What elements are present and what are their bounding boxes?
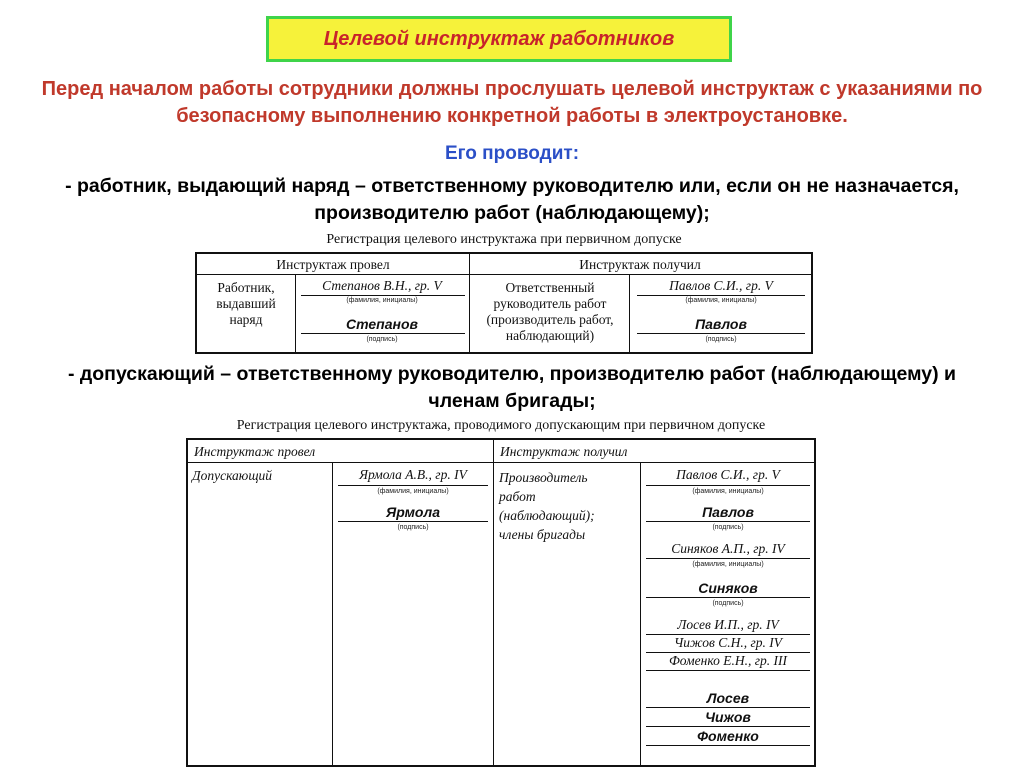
table2-left-name-label: (фамилия, инициалы) <box>377 488 449 495</box>
table2-member-1: Лосев И.П., гр. IV <box>677 617 779 632</box>
table2-left-name: Ярмола А.В., гр. IV <box>359 467 467 482</box>
table1-right-signature: Павлов <box>695 316 747 332</box>
table2-left-sig-label: (подпись) <box>397 524 429 531</box>
intro-text: Перед началом работы сотрудники должны прослушать целевой инструктаж с указаниями по безопасному выполнению конкретной работы в электроустановке. <box>41 78 983 127</box>
conducts-heading: Его проводит: <box>444 143 580 164</box>
table1-header-left: Инструктаж провел <box>276 257 390 272</box>
table1-left-name: Степанов В.Н., гр. V <box>322 278 442 293</box>
table2-right-signature-2: Синяков <box>698 580 758 596</box>
table2-right-signature-1: Павлов <box>702 504 754 520</box>
table1-left-name-label: (фамилия, инициалы) <box>346 297 418 304</box>
table1-header-right: Инструктаж получил <box>579 257 701 272</box>
slide-title: Целевой инструктаж работников <box>323 27 675 50</box>
table1 <box>195 252 813 354</box>
table2-right-name-2-label: (фамилия, инициалы) <box>692 561 764 568</box>
table2 <box>186 438 816 767</box>
table2-header-left: Инструктаж провел <box>194 444 316 459</box>
table1-right-sig-label: (подпись) <box>705 336 737 343</box>
table1-left-sig-label: (подпись) <box>366 336 398 343</box>
table2-member-3: Фоменко Е.Н., гр. III <box>668 653 788 668</box>
table2-member-signature-2: Чижов <box>705 709 751 725</box>
table1-role-right: Ответственный руководитель работ (производитель работ, наблюдающий) <box>486 280 614 343</box>
item-admitter: - допускающий – ответственному руководителю, производителю работ (наблюдающему) и членам бригады; <box>67 363 957 412</box>
table2-caption: Регистрация целевого инструктажа, проводимого допускающим при первичном допуске <box>236 418 766 433</box>
table1-right-name-label: (фамилия, инициалы) <box>685 297 757 304</box>
table1-left-signature: Степанов <box>346 316 418 332</box>
item-issuer: - работник, выдающий наряд – ответственному руководителю или, если он не назначается, производителю работ (наблюдающему); <box>65 175 959 224</box>
table1-caption: Регистрация целевого инструктажа при первичном допуске <box>326 232 682 247</box>
table2-role-left: Допускающий <box>192 468 273 483</box>
table2-right-name-2: Синяков А.П., гр. IV <box>671 541 785 556</box>
table2-right-name-1-label: (фамилия, инициалы) <box>692 488 764 495</box>
table2-role-right: Производитель работ (наблюдающий); члены бригады <box>499 470 595 542</box>
table2-right-sig-2-label: (подпись) <box>712 600 744 607</box>
table2-right-name-1: Павлов С.И., гр. V <box>676 467 780 482</box>
table2-header-right: Инструктаж получил <box>500 444 628 459</box>
table2-member-signature-3: Фоменко <box>697 728 759 744</box>
table2-member-signature-1: Лосев <box>706 690 750 706</box>
table1-role-left: Работник, выдавший наряд <box>216 280 276 327</box>
table2-member-2: Чижов С.Н., гр. IV <box>673 635 783 650</box>
slide-title-box <box>266 16 732 62</box>
table2-right-sig-1-label: (подпись) <box>712 524 744 531</box>
table1-right-name: Павлов С.И., гр. V <box>669 278 773 293</box>
table2-left-signature: Ярмола <box>386 504 440 520</box>
